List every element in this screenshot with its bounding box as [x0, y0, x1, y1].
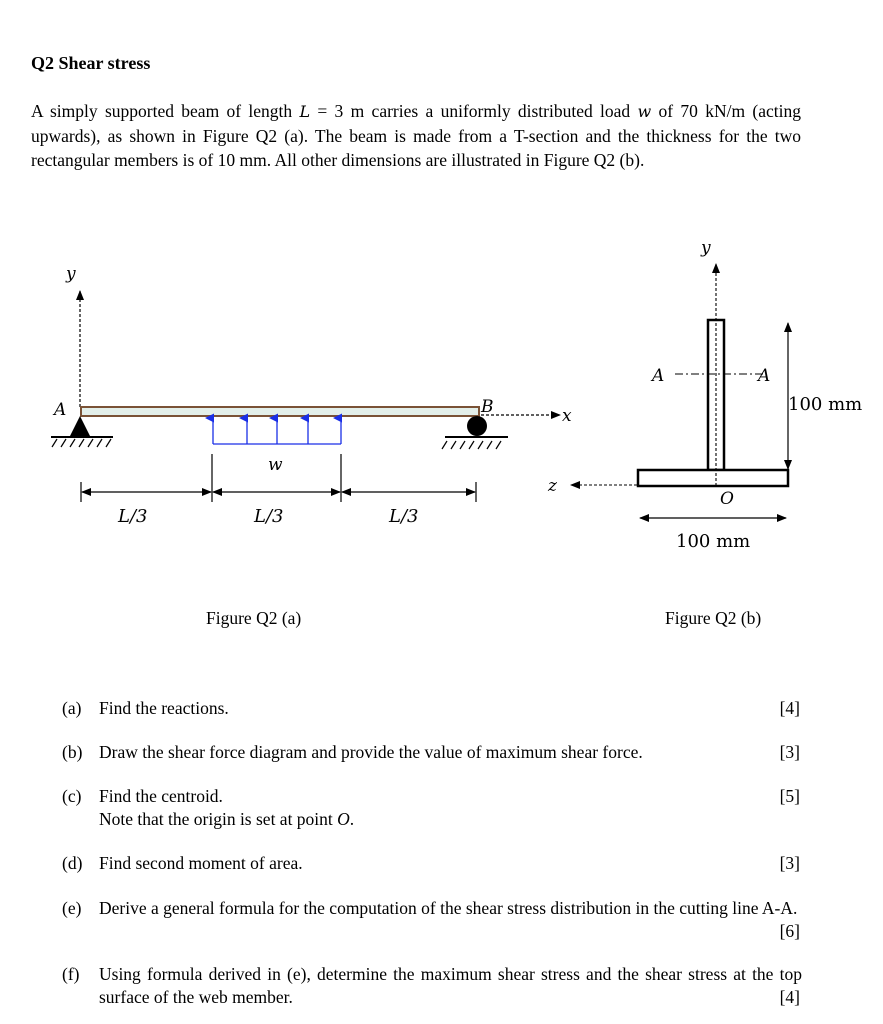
- figure-b-t-section: [547, 238, 862, 552]
- flange-member: [638, 470, 788, 486]
- beam: [81, 407, 479, 416]
- figure-a-beam-diagram: [51, 264, 572, 527]
- span-label-2: L/3: [254, 506, 284, 527]
- question-text: Find second moment of area.: [99, 853, 303, 873]
- cut-label-left: A: [652, 366, 665, 386]
- cut-label-right: A: [758, 366, 771, 386]
- problem-statement: [31, 99, 801, 172]
- marks: [6]: [779, 921, 800, 941]
- question-title: Q2 Shear stress: [31, 53, 151, 73]
- load-label: w: [268, 455, 283, 475]
- question-text: Using formula derived in (e), determine the maximum shear stress and the shear stress at the top surface of the web member.: [99, 964, 802, 1007]
- width-dimension-label: 100 mm: [676, 531, 751, 552]
- question-label: (f): [62, 964, 80, 984]
- length-variable: L: [299, 102, 311, 121]
- support-a-label: A: [54, 400, 67, 420]
- pin-support-icon: [51, 416, 113, 447]
- origin-label: O: [720, 489, 734, 509]
- section-y-axis-label: y: [701, 238, 711, 258]
- question-label: (a): [62, 698, 82, 718]
- intro-text-3: of 70 kN/m (acting upwards), as shown in Figure Q2 (a). The beam is made from a T-section and the thickness for the two rectangular members is of 10 mm. All other dimensions are illustrated in Figure Q2 (b).: [31, 101, 801, 170]
- y-axis-label: y: [66, 264, 76, 284]
- marks: [5]: [779, 786, 800, 806]
- span-label-1: L/3: [118, 506, 148, 527]
- x-axis-label: x: [562, 406, 572, 426]
- question-label: (c): [62, 786, 82, 806]
- figure-b-caption: Figure Q2 (b): [665, 608, 762, 628]
- intro-text-1: A simply supported beam of length: [31, 101, 300, 121]
- figure-a-caption: Figure Q2 (a): [206, 608, 302, 628]
- intro-text-2: = 3 m carries a uniformly distributed load: [310, 101, 638, 121]
- span-label-3: L/3: [389, 506, 419, 527]
- load-variable: w: [637, 102, 652, 121]
- question-label: (e): [62, 898, 82, 918]
- roller-support-icon: [442, 416, 508, 449]
- distributed-load-arrows-icon: [213, 418, 341, 444]
- marks: [4]: [779, 698, 800, 718]
- question-label: (b): [62, 742, 83, 762]
- marks: [3]: [779, 853, 800, 873]
- question-text: Find the centroid. Note that the origin is set at point O.: [99, 786, 355, 829]
- marks: [4]: [779, 987, 800, 1007]
- question-label: (d): [62, 853, 83, 873]
- question-text: Draw the shear force diagram and provide the value of maximum shear force.: [99, 742, 643, 762]
- question-text: Find the reactions.: [99, 698, 229, 718]
- z-axis-label: z: [548, 476, 557, 496]
- height-dimension-label: 100 mm: [788, 394, 863, 415]
- marks: [3]: [779, 742, 800, 762]
- support-b-label: B: [481, 397, 494, 417]
- figures: [0, 220, 883, 580]
- question-text: Derive a general formula for the computation of the shear stress distribution in the cutting line A-A.: [99, 898, 798, 918]
